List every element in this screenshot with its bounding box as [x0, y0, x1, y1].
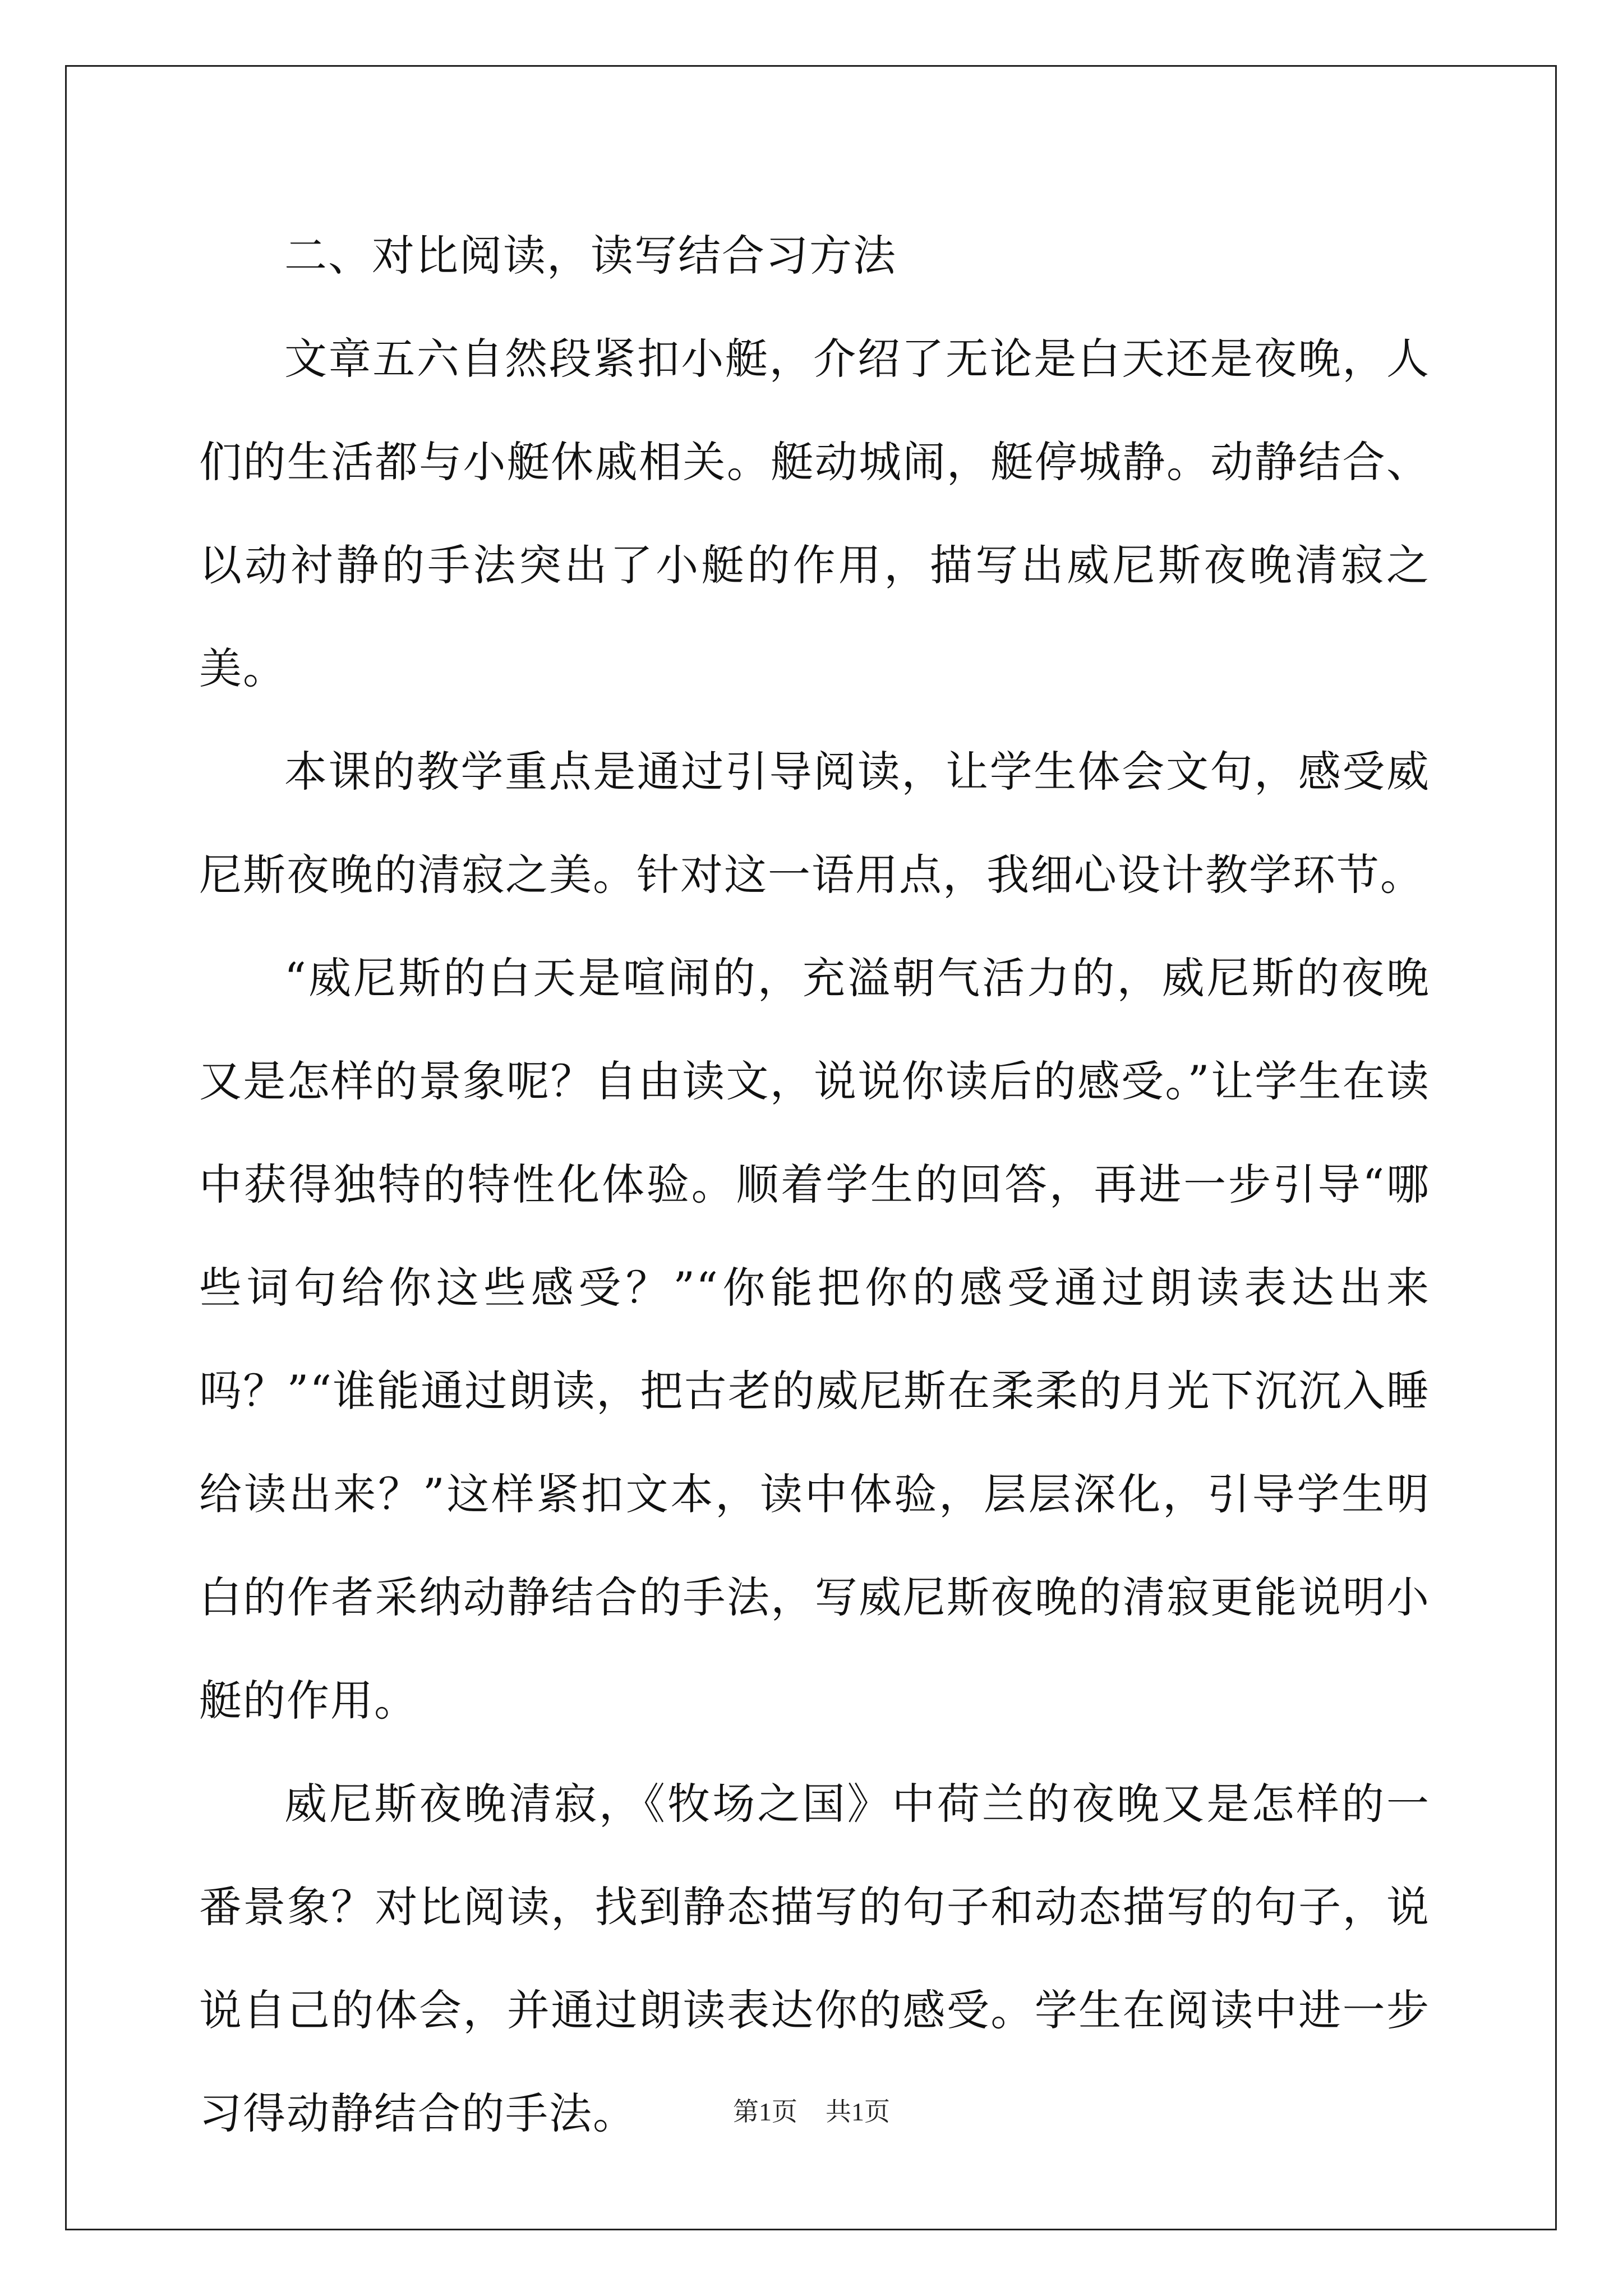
- paragraph: 本课的教学重点是通过引导阅读，让学生体会文句，感受威尼斯夜晚的清寂之美。针对这一语用点，我细心设计教学环节。: [199, 747, 1430, 900]
- paragraph: “威尼斯的白天是喧闹的，充溢朝气活力的，威尼斯的夜晚又是怎样的景象呢？自由读文，说说你读后的感受。”让学生在读中获得独特的特性化体验。顺着学生的回答，再进一步引导“哪些词句给你这些感受？”“你能把你的感受通过朗读表达出来吗？”“谁能通过朗读，把古老的威尼斯在柔柔的月光下沉沉入睡给读出来？”这样紧扣文本，读中体验，层层深化，引导学生明白的作者采纳动静结合的手法，写威尼斯夜晚的清寂更能说明小艇的作用。: [199, 953, 1430, 1726]
- page-total: 共1页: [826, 2097, 890, 2126]
- section-heading: 二、对比阅读，读写结合习方法: [284, 231, 897, 280]
- document-body: [199, 204, 1430, 2165]
- paragraph: 威尼斯夜晚清寂，《牧场之国》中荷兰的夜晚又是怎样的一番景象？对比阅读，找到静态描写的句子和动态描写的句子，说说自己的体会，并通过朗读表达你的感受。学生在阅读中进一步习得动静结合的手法。: [199, 1779, 1430, 2138]
- page-footer: [0, 2095, 1623, 2129]
- paragraph: 文章五六自然段紧扣小艇，介绍了无论是白天还是夜晚，人们的生活都与小艇休戚相关。艇动城闹，艇停城静。动静结合、以动衬静的手法突出了小艇的作用，描写出威尼斯夜晚清寂之美。: [199, 334, 1430, 693]
- page-number: 第1页: [733, 2097, 797, 2126]
